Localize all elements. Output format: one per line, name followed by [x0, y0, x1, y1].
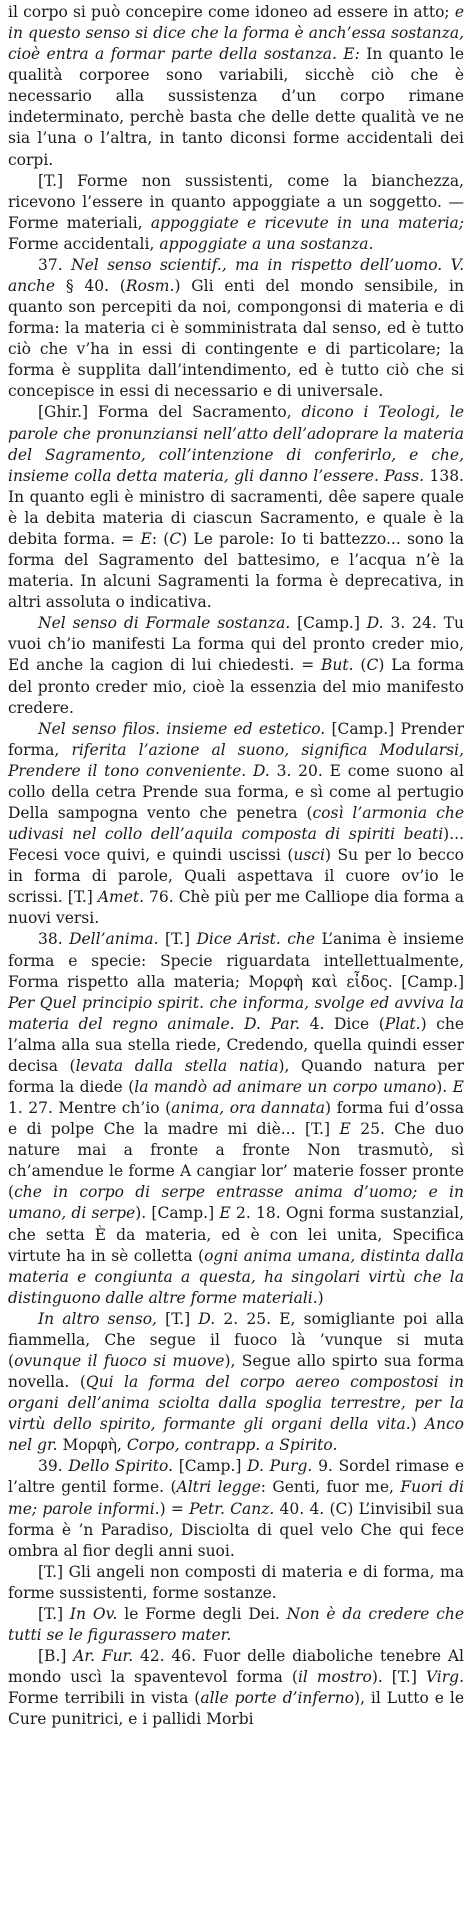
- italic-text: D.: [198, 1309, 216, 1328]
- italic-text: Corpo, contrapp. a Spirito.: [126, 1436, 338, 1455]
- italic-text: E: [219, 1204, 231, 1223]
- italic-text: appoggiate a una sostanza.: [159, 234, 374, 253]
- text-run: ).: [436, 1077, 453, 1096]
- italic-text: la mandò ad animare un corpo umano: [134, 1077, 437, 1096]
- text-run: ) Le parole: Io ti battezzo... sono la forma del Sagramento del battesimo, e l’acqua n’è la materia. In alcuni Sagramenti la forma è deprecativa, in altri assoluta o indicativa.: [8, 529, 465, 612]
- entry-paragraph: [8, 2, 464, 171]
- italic-text: Virg.: [425, 1668, 464, 1687]
- text-run: 3. 24. Tu vuoi ch’io manifesti La forma qui del pronto creder mio, Ed anche la cagion di lui chiedesti. =: [8, 614, 464, 675]
- text-run: 76. Chè più per me Calliope dia forma a nuovi versi.: [8, 888, 464, 928]
- text-run: 37.: [38, 255, 72, 274]
- text-run: ), il Lutto e le Cure punitrici, e i pallidi Morbi: [8, 1689, 465, 1729]
- text-run: 138. In quanto egli è ministro di sacramenti, dêe sapere quale è la debita materia di ciascun Sacramento, e quale è la debita forma. =: [8, 466, 464, 548]
- text-run: 42. 46. Fuor delle diaboliche tenebre Al mondo uscì la spaventevol forma (: [8, 1647, 464, 1687]
- italic-text: appoggiate e ricevute in una materia;: [150, 213, 464, 232]
- entry-paragraph: [8, 1646, 464, 1730]
- text-run: Forme accidentali,: [8, 234, 160, 253]
- text-run: 38.: [38, 930, 70, 949]
- text-run: Μορφὴ,: [57, 1436, 127, 1455]
- text-run: 2. 18. Ogni forma sustanzial, che setta È da materia, ed è con lei unita, Specifica virtute ha in sè colletta (: [8, 1204, 465, 1265]
- text-run: ) =: [159, 1499, 190, 1518]
- text-run: ) Gli enti del mondo sensibile, in quanto son percepiti da noi, compongonsi di materia e di forma: la materia ci è somministrata dal senso, ed è tutto ciò che v’ha in essi di contingente e di particolare; la forma è supplita dall’intendimento, ed è tutto ciò che si concepisce in essi di necessario e di universale.: [8, 277, 464, 401]
- text-run: § 40. (: [55, 277, 126, 296]
- entry-paragraph: [8, 719, 464, 930]
- italic-text: Anco nel gr.: [8, 1415, 464, 1455]
- text-run: ) La forma del pronto creder mio, cioè la essenzia del mio manifesto credere.: [8, 656, 464, 717]
- text-run: ): [410, 1415, 425, 1434]
- entry-paragraph: [8, 613, 464, 718]
- text-run: [Camp.]: [173, 1457, 248, 1476]
- text-run: ). [Camp.]: [135, 1204, 220, 1223]
- text-run: : (: [151, 529, 170, 548]
- text-run: [Ghir.] Forma del Sacramento,: [38, 403, 302, 422]
- italic-text: levata dalla stella natia: [75, 1056, 279, 1075]
- text-run: In quanto le qualità corporee sono variabili, sicchè ciò che è necessario alla sussistenza d’un corpo rimane indeterminato, perchè basta che delle dette qualità ve ne sia l’una o l’altra, in tanto diconsi forme accidentali dei corpi.: [8, 45, 464, 169]
- text-run: 40. 4. (C) L’invisibil sua forma è ’n Paradiso, Disciolta di quel velo Che qui fece ombra al fior degli anni suoi.: [8, 1499, 464, 1560]
- italic-text: il mostro: [297, 1668, 372, 1687]
- italic-text: Per Quel principio spirit. che informa, svolge ed avviva la materia del regno animale. D. Par.: [8, 993, 464, 1033]
- text-run: Forme terribili in vista (: [8, 1689, 201, 1708]
- text-run: il corpo si può concepire come idoneo ad essere in atto;: [8, 3, 455, 21]
- text-run: ) forma fui d’ossa e di polpe Che la madre mi diè... [T.]: [8, 1099, 464, 1139]
- text-run: )... Fecesi voce quivi, e quindi uscissi (: [8, 825, 464, 865]
- italic-text: But.: [321, 656, 354, 675]
- text-run: ), Segue allo spirto sua forma novella. (: [8, 1352, 464, 1392]
- italic-text: che in corpo di serpe entrasse anima d’uomo; e in umano, di serpe: [8, 1183, 464, 1223]
- italic-text: Altri legge: [176, 1478, 261, 1497]
- text-run: ), Quando natura per forma la diede (: [8, 1056, 465, 1096]
- entry-paragraph: [8, 1309, 464, 1457]
- text-run: 3. 20. E come suono al collo della cetra Prende sua forma, e sì come al pertugio Della sampogna vento che penetra (: [8, 761, 464, 822]
- text-run: 1. 27. Mentre ch’io (: [8, 1099, 172, 1118]
- entry-paragraph: [8, 255, 464, 403]
- entry-paragraph: [8, 929, 464, 1308]
- italic-text: Nel senso filos. insieme ed estetico.: [38, 719, 326, 738]
- text-run: [B.]: [38, 1647, 74, 1666]
- italic-text: In Ov.: [69, 1604, 118, 1623]
- text-run: ) Su per lo becco in forma di parole, Quali aspettava il cuore ov’io le scrissi. [T.]: [8, 846, 464, 907]
- italic-text: usci: [293, 846, 325, 865]
- italic-text: E: [452, 1077, 464, 1096]
- text-run: 25. Che duo nature mai a fronte a fronte Non trasmutò, sì ch’amendue le forme A cangiar lor’ materie fosser pronte (: [8, 1120, 464, 1202]
- text-run: .): [312, 1288, 324, 1307]
- italic-text: D.: [366, 614, 384, 633]
- italic-text: dicono i Teologi, le parole che pronunziansi nell’atto dell’adoprare la materia del Sagramento, coll’intenzione di conferirlo, e che, insieme colla detta materia, gli danno l’essere. Pass.: [8, 403, 464, 485]
- italic-text: ogni anima umana, distinta dalla materia e congiunta a questa, ha singolari virtù che la distinguono dalle altre forme materiali: [8, 1246, 464, 1307]
- text-run: 9. Sordel rimase e l’altre gentil forme. (: [8, 1457, 464, 1497]
- text-run: ). [T.]: [371, 1668, 426, 1687]
- italic-text: Nel senso scientif., ma in rispetto dell’uomo. V. anche: [8, 255, 465, 296]
- italic-text: C: [169, 529, 182, 548]
- text-run: 2. 25. E, somigliante poi alla fiammella, Che segue il fuoco là ’vunque si muta (: [8, 1309, 465, 1370]
- italic-text: Fuori di me; parole informi.: [8, 1478, 464, 1518]
- text-run: 4. Dice (: [300, 1014, 385, 1033]
- entry-paragraph: [8, 402, 464, 613]
- italic-text: Plat.: [384, 1014, 421, 1033]
- text-run: [Camp.]: [290, 614, 367, 633]
- text-run: [T.]: [38, 1604, 70, 1623]
- text-run: [Camp.] Prender forma,: [8, 719, 464, 759]
- italic-text: Non è da credere che tutti se le figurassero mater.: [8, 1604, 465, 1645]
- italic-text: anima, ora dannata: [171, 1099, 326, 1118]
- italic-text: Qui la forma del corpo aereo compostosi in organi dell’anima sciolta dalla spoglia terrestre, per la virtù dello spirito, formante gli organi della vita.: [8, 1373, 464, 1434]
- italic-text: In altro senso,: [38, 1309, 157, 1328]
- italic-text: Amet.: [97, 888, 145, 907]
- text-run: (: [353, 656, 367, 675]
- entry-paragraph: [8, 1604, 464, 1646]
- entry-paragraph: [8, 1456, 464, 1561]
- italic-text: e in questo senso si dice che la forma è anch’essa sostanza, cioè entra a formar parte della sostanza. E:: [8, 3, 464, 64]
- italic-text: E: [339, 1120, 351, 1139]
- italic-text: Dice Arist. che: [196, 930, 316, 949]
- text-run: L’anima è insieme forma e specie: Specie riguardata intellettualmente, Forma rispetto alla materia; Μορφὴ καὶ εἶδος. [Camp.]: [8, 930, 465, 991]
- italic-text: Petr. Canz.: [189, 1499, 275, 1518]
- text-run: 39.: [38, 1457, 69, 1476]
- italic-text: ovunque il fuoco si muove: [14, 1352, 225, 1370]
- italic-text: Ar. Fur.: [73, 1647, 134, 1666]
- entry-paragraph: [8, 171, 464, 255]
- text-run: [T.]: [156, 1309, 199, 1328]
- text-run: : Genti, fuor me,: [260, 1478, 401, 1497]
- italic-text: così l’armonia che udivasi nel collo dell’aquila composta di spiriti beati: [8, 803, 464, 844]
- italic-text: E: [140, 529, 152, 548]
- text-run: [T.]: [158, 930, 197, 949]
- text-run: ) che l’alma alla sua stella riede, Credendo, quella quindi esser decisa (: [8, 1014, 464, 1075]
- entry-paragraph: [8, 1562, 464, 1604]
- text-run: [T.] Forme non sussistenti, come la bianchezza, ricevono l’essere in quanto appoggiate a un soggetto. — Forme materiali,: [8, 171, 464, 232]
- italic-text: riferita l’azione al suono, significa Modularsi, Prendere il tono conveniente. D.: [8, 740, 464, 780]
- italic-text: C: [366, 656, 379, 675]
- italic-text: Rosm.: [125, 277, 175, 296]
- italic-text: Nel senso di Formale sostanza.: [38, 614, 291, 633]
- italic-text: D. Purg.: [247, 1457, 313, 1476]
- italic-text: Dello Spirito.: [68, 1457, 173, 1476]
- text-run: [T.] Gli angeli non composti di materia e di forma, ma forme sussistenti, forme sostanze.: [8, 1562, 464, 1602]
- italic-text: alle porte d’inferno: [200, 1689, 355, 1708]
- italic-text: Dell’anima.: [69, 930, 159, 949]
- text-run: le Forme degli Dei.: [117, 1604, 287, 1623]
